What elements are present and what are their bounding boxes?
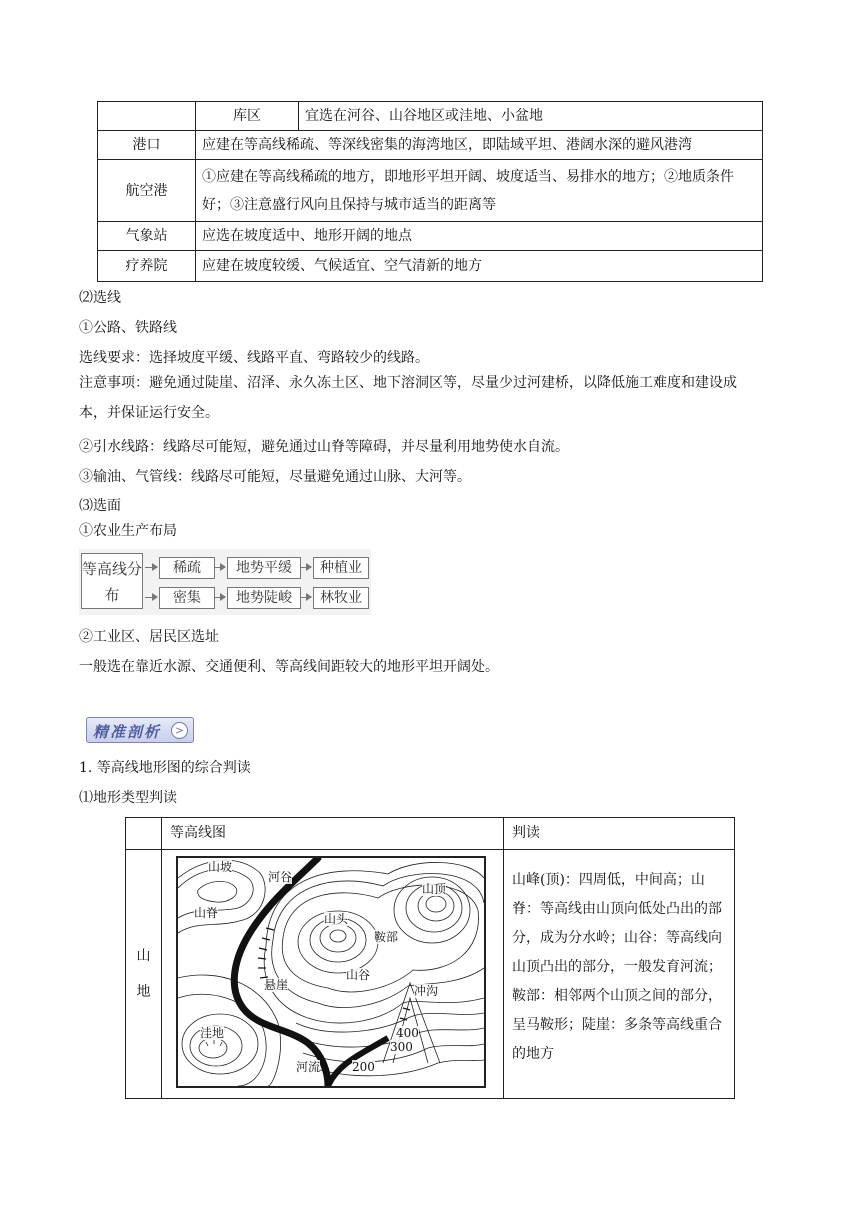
arrow-icon <box>301 567 311 568</box>
road-rail-heading: ①公路、铁路线 <box>79 320 177 336</box>
label-ridge: 山脊 <box>194 906 219 920</box>
agri-heading: ①农业生产布局 <box>79 523 177 539</box>
flow-box-crop: 种植业 <box>313 557 369 579</box>
label-depression: 洼地 <box>200 1026 225 1040</box>
flow-box-dense: 密集 <box>159 587 215 609</box>
row-label: 航空港 <box>98 160 196 222</box>
agri-flow-diagram <box>79 549 371 615</box>
judge-text: 山峰(顶)：四周低，中间高；山脊：等高线由山顶向低处凸出的部分，成为分水岭；山谷：等高线向山顶凸出的部分，一般发育河流；鞍部：相邻两个山顶之间的部分，呈马鞍形；陡崖：多条等高线重合的地方 <box>504 850 735 1099</box>
water-route: ②引水线路：线路尽可能短，避免通过山脊等障碍，并尽量利用地势使水自流。 <box>79 439 569 455</box>
badge-text: 精准剖析 <box>93 723 162 741</box>
row-text: 应建在坡度较缓、气候适宜、空气清新的地方 <box>196 251 763 282</box>
route-note: 注意事项：避免通过陡崖、沼泽、永久冻土区、地下溶洞区等，尽量少过河建桥，以降低施工难度和建设成本，并保证运行安全。 <box>79 375 737 421</box>
label-slope: 山坡 <box>208 860 233 874</box>
contour-map <box>176 856 486 1088</box>
label-contour-400: 400 <box>396 1026 419 1040</box>
label-contour-200: 200 <box>352 1060 375 1074</box>
table-row <box>98 131 763 160</box>
row-text: 应建在等高线稀疏、等深线密集的海湾地区，即陆域平坦、港阔水深的避风港湾 <box>196 131 763 160</box>
label-contour-300: 300 <box>390 1040 413 1054</box>
pipe-route: ③输油、气管线：线路尽可能短，尽量避免通过山脉、大河等。 <box>79 469 471 485</box>
label-summit: 山顶 <box>422 882 447 896</box>
header-map: 等高线图 <box>162 818 504 850</box>
route-requirement: 选线要求：选择坡度平缓、线路平直、弯路较少的线路。 <box>79 350 429 366</box>
flow-box-sparse: 稀疏 <box>159 557 215 579</box>
arrow-icon <box>145 597 157 598</box>
label-peak: 山头 <box>324 912 349 926</box>
precise-analysis-badge <box>86 717 194 743</box>
row-text: 宜选在河谷、山谷地区或洼地、小盆地 <box>299 102 763 131</box>
section-subtitle: ⑴地形类型判读 <box>79 790 177 806</box>
label-river: 河流 <box>296 1060 321 1074</box>
label-ravine: 冲沟 <box>414 984 439 998</box>
label-cliff: 悬崖 <box>264 978 289 992</box>
route-heading: ⑵选线 <box>79 290 121 306</box>
arrow-icon <box>215 567 225 568</box>
industry-text: 一般选在靠近水源、交通便利、等高线间距较大的地形平坦开阔处。 <box>79 659 499 675</box>
section-title: 1. 等高线地形图的综合判读 <box>79 760 251 776</box>
chevron-right-circle-icon: > <box>171 722 188 739</box>
row-text: 应选在坡度适中、地形开阔的地点 <box>196 222 763 251</box>
table-row <box>98 160 763 222</box>
label-saddle: 鞍部 <box>374 930 399 944</box>
header-judge: 判读 <box>504 818 735 850</box>
area-heading: ⑶选面 <box>79 498 121 514</box>
table-header-row <box>126 818 735 850</box>
table-row <box>98 102 763 131</box>
row-label: 港口 <box>98 131 196 160</box>
flow-box-gentle: 地势平缓 <box>227 557 301 579</box>
row-sublabel: 库区 <box>196 102 299 131</box>
arrow-icon <box>301 597 311 598</box>
arrow-icon <box>145 567 157 568</box>
label-gully: 山谷 <box>346 968 371 982</box>
flow-box-forest: 林牧业 <box>313 587 369 609</box>
row-text: ①应建在等高线稀疏的地方，即地形平坦开阔、坡度适当、易排水的地方；②地质条件好；③注意盛行风向且保持与城市适当的距离等 <box>196 160 763 222</box>
row-label-mountain: 山地 <box>126 850 162 1099</box>
site-selection-table <box>97 101 763 282</box>
flow-source-box: 等高线分布 <box>81 553 143 609</box>
row-label: 疗养院 <box>98 251 196 282</box>
table-row <box>98 222 763 251</box>
label-valley: 河谷 <box>268 870 293 884</box>
flow-box-steep: 地势陡峻 <box>227 587 301 609</box>
industry-heading: ②工业区、居民区选址 <box>79 629 219 645</box>
row-label: 气象站 <box>98 222 196 251</box>
table-row <box>98 251 763 282</box>
arrow-icon <box>215 597 225 598</box>
row-label <box>98 102 196 131</box>
